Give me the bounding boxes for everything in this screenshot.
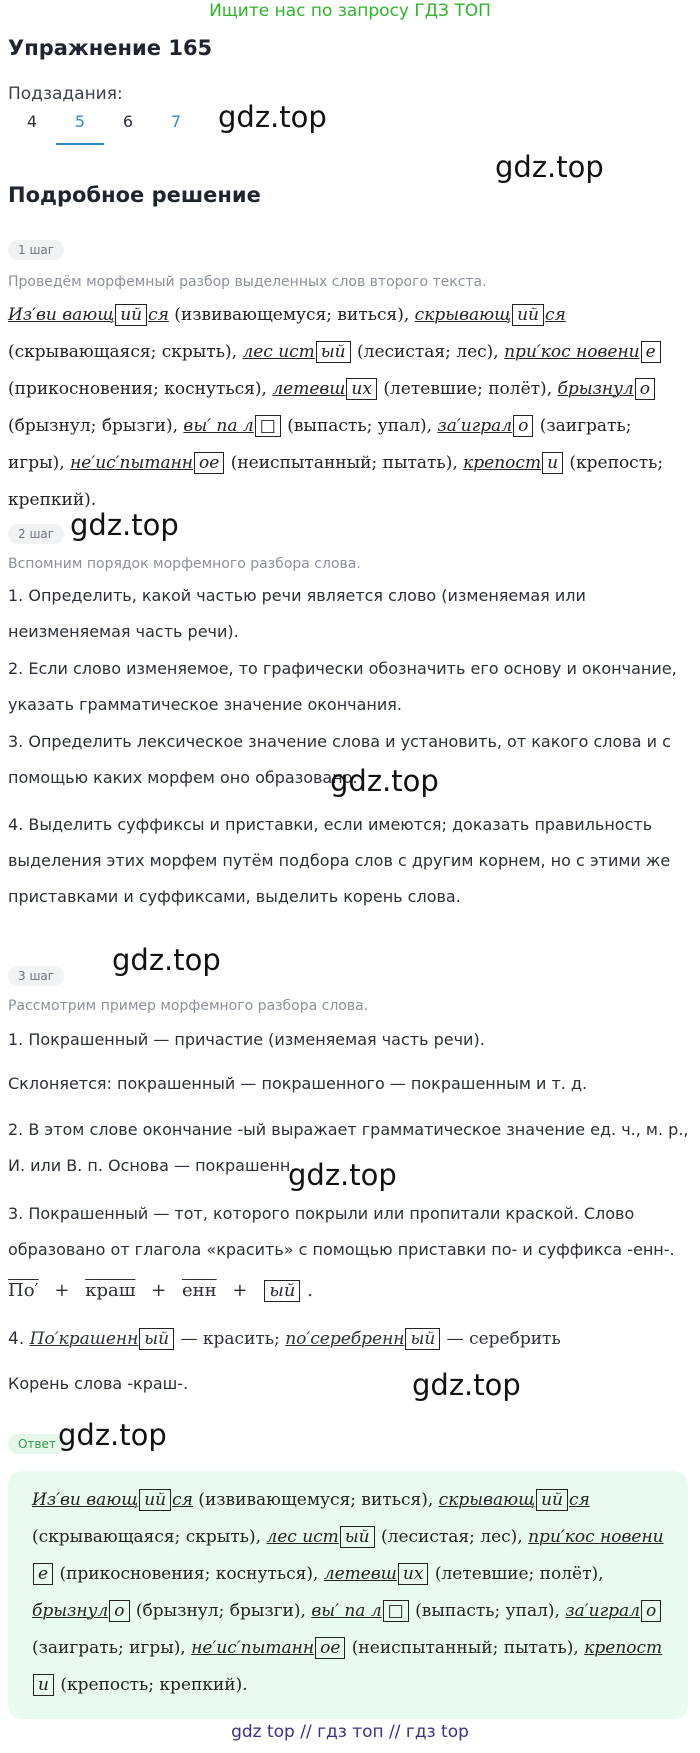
plus-sign: + <box>151 1280 167 1301</box>
tab-5[interactable]: 5 <box>56 112 104 145</box>
ending-box: ое <box>315 1637 345 1659</box>
word-note: (выпасть; упал), <box>281 416 438 436</box>
parsed-word: за′играл <box>565 1601 641 1621</box>
word-note: (скрывающаяся; скрыть), <box>32 1527 267 1547</box>
parsed-word: Из′ви вающ <box>32 1490 139 1510</box>
parsed-word: лес ист <box>242 342 315 362</box>
word-note: (неиспытанный; пытать), <box>225 453 464 473</box>
paragraph: 1. Покрашенный — причастие (изменяемая часть речи). <box>8 1030 485 1049</box>
morpheme-list <box>8 297 693 519</box>
postfix: ся <box>545 305 566 325</box>
watermark: gdz.top <box>58 1418 167 1452</box>
ending-box: ый <box>316 341 351 363</box>
root: краш <box>85 1280 136 1301</box>
word-note: (выпасть; упал), <box>409 1601 566 1621</box>
word-note: (лесистая; лес), <box>375 1527 529 1547</box>
paragraph: 2. В этом слове окончание -ый выражает грамматическое значение ед. ч., м. р., И. или В. п. Основа — покрашенн. <box>8 1120 689 1175</box>
watermark: gdz.top <box>70 508 179 542</box>
parsed-word: лес ист <box>266 1527 339 1547</box>
ending: ый <box>264 1280 300 1302</box>
ending-box: их <box>398 1563 429 1585</box>
solution-heading: Подробное решение <box>8 183 261 207</box>
word-note: (крепость; крепкий). <box>54 1675 248 1695</box>
subtask-tabs <box>8 112 200 145</box>
period: . <box>307 1280 313 1301</box>
ending-box: о <box>641 1600 661 1622</box>
step-hint: Рассмотрим пример морфемного разбора слова. <box>8 998 369 1014</box>
word-note: (извивающемуся; виться), <box>192 1490 439 1510</box>
step-hint: Проведём морфемный разбор выделенных слов второго текста. <box>8 274 487 290</box>
word-note: (прикосновения; коснуться), <box>8 379 273 399</box>
word: По′крашенн <box>29 1329 139 1349</box>
word-note: (лесистая; лес), <box>351 342 505 362</box>
tab-4[interactable]: 4 <box>26 112 38 131</box>
ending-box: ый <box>340 1526 375 1548</box>
parsed-word: вы′ па л <box>183 416 254 436</box>
paragraph: 4. Выделить суффиксы и приставки, если имеются; доказать правильность выделения этих морфем путём подбора слов с другим корнем, но с этими же приставками и суффиксами, выделить корень слова. <box>8 815 671 906</box>
paragraph: 3. Покрашенный — тот, которого покрыли или пропитали краской. Слово образовано от глагола «красить» с помощью приставки по- и суффикса -енн-. <box>8 1204 675 1259</box>
word: по′серебренн <box>285 1329 405 1349</box>
page-title: Упражнение 165 <box>8 36 213 60</box>
ending-box: е <box>33 1563 53 1585</box>
morpheme-formula <box>8 1280 313 1302</box>
subtasks-label: Подзадания: <box>8 84 123 104</box>
parsed-word: летевш <box>323 1564 397 1584</box>
ending-box: ий <box>536 1489 568 1511</box>
parsed-word: вы′ па л <box>311 1601 382 1621</box>
parsed-word: при′кос новени <box>528 1527 664 1547</box>
ending-box: о <box>513 415 533 437</box>
postfix: ся <box>172 1490 193 1510</box>
text: — серебрить <box>441 1329 561 1349</box>
answer-badge: Ответ <box>8 1434 66 1454</box>
paragraph: Склоняется: покрашенный — покрашенного — покрашенным и т. д. <box>8 1074 588 1093</box>
step-badge: 1 шаг <box>8 240 64 260</box>
paragraph: Корень слова -краш-. <box>8 1374 189 1393</box>
parsed-word: не′ис′пытанн <box>70 453 193 473</box>
parsed-word: за′играл <box>437 416 513 436</box>
tab-6[interactable]: 6 <box>122 112 134 131</box>
paragraph: 2. Если слово изменяемое, то графически обозначить его основу и окончание, указать грамматическое значение окончания. <box>8 659 677 714</box>
ending-box: их <box>346 378 377 400</box>
tab-7[interactable]: 7 <box>170 112 182 131</box>
word-note: (неиспытанный; пытать), <box>346 1638 585 1658</box>
parsed-word: Из′ви вающ <box>8 305 115 325</box>
word-note: (брызнул; брызги), <box>130 1601 312 1621</box>
ending-box: ий <box>115 304 147 326</box>
watermark: gdz.top <box>330 764 439 798</box>
suffix: енн <box>182 1280 217 1301</box>
watermark: gdz.top <box>495 150 604 184</box>
postfix: ся <box>569 1490 590 1510</box>
parsed-word: крепост <box>584 1638 663 1658</box>
word-note: (крепость; крепкий). <box>8 453 664 510</box>
ending-box: ий <box>512 304 544 326</box>
parsed-word: крепост <box>463 453 542 473</box>
ending-box: ое <box>194 452 224 474</box>
parsed-word: летевш <box>272 379 346 399</box>
ending-box: о <box>109 1600 129 1622</box>
parsed-word: при′кос новени <box>504 342 640 362</box>
text: — красить; <box>175 1329 286 1349</box>
parsed-word: скрывающ <box>414 305 512 325</box>
watermark: gdz.top <box>412 1368 521 1402</box>
plus-sign: + <box>232 1280 248 1301</box>
ending-box: □ <box>383 1600 409 1622</box>
parsed-word: скрывающ <box>438 1490 536 1510</box>
paragraph: 3. Определить лексическое значение слова и установить, от какого слова и с помощью каких морфем оно образовано. <box>8 732 671 787</box>
word-note: (прикосновения; коснуться), <box>54 1564 324 1584</box>
morpheme-example <box>8 1328 561 1350</box>
paragraph: 1. Определить, какой частью речи является слово (изменяемая или неизменяемая часть речи). <box>8 586 586 641</box>
prefix: По′ <box>8 1280 39 1301</box>
word-note: (заиграть; игры), <box>32 1638 192 1658</box>
ending-box: о <box>635 378 655 400</box>
parsed-word: брызнул <box>32 1601 109 1621</box>
postfix: ся <box>148 305 169 325</box>
item-number: 4. <box>8 1329 25 1349</box>
ending-box: и <box>33 1674 54 1696</box>
watermark: gdz.top <box>112 943 221 977</box>
word-note: (летевшие; полёт), <box>377 379 558 399</box>
promo-banner[interactable]: Ищите нас по запросу ГДЗ ТОП <box>209 1 491 21</box>
ending-box: ый <box>405 1328 440 1350</box>
ending-box: ий <box>139 1489 171 1511</box>
answer-text <box>32 1482 672 1704</box>
ending-box: ый <box>139 1328 174 1350</box>
parsed-word: брызнул <box>557 379 634 399</box>
watermark: gdz.top <box>218 100 327 134</box>
word-note: (летевшие; полёт), <box>429 1564 604 1584</box>
plus-sign: + <box>54 1280 70 1301</box>
parsed-word: не′ис′пытанн <box>191 1638 315 1658</box>
word-note: (извивающемуся; виться), <box>168 305 415 325</box>
step-badge: 2 шаг <box>8 524 64 544</box>
watermark: gdz.top <box>288 1158 397 1192</box>
word-note: (брызнул; брызги), <box>8 416 184 436</box>
word-note: (заиграть; игры), <box>8 416 632 473</box>
step-badge: 3 шаг <box>8 966 64 986</box>
step-hint: Вспомним порядок морфемного разбора слова. <box>8 556 361 572</box>
ending-box: и <box>542 452 563 474</box>
footer-links[interactable]: gdz top // гдз топ // гдз top <box>231 1722 469 1742</box>
ending-box: □ <box>255 415 281 437</box>
ending-box: е <box>641 341 661 363</box>
word-note: (скрывающаяся; скрыть), <box>8 342 243 362</box>
